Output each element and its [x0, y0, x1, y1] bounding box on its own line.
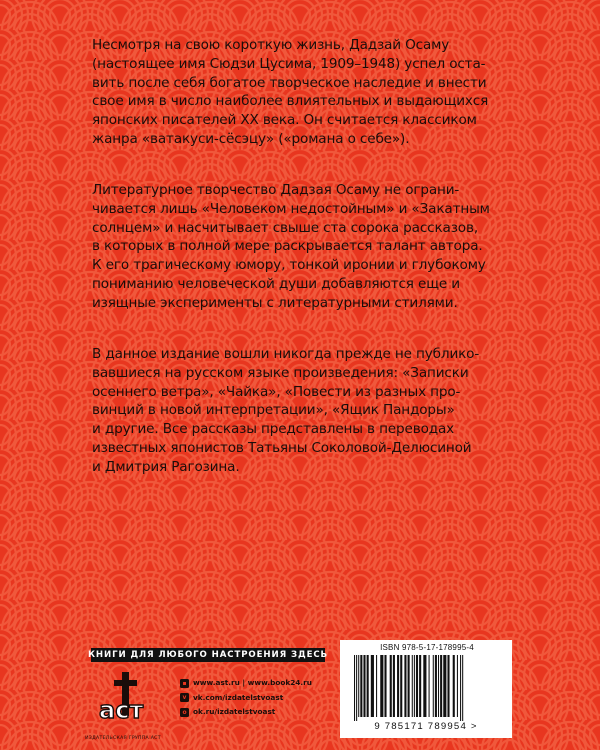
paragraph-text: Несмотря на свою короткую жизнь, Дадзай Осаму (настоящее имя Сюдзи Цусима, 1909–1948) успел оста- вить после себя богатое творческое наследие и внести свое имя в число наиболее влиятельных и выдающихся японских писателей XX века. Он считается классиком жанра «ватакуси-сёсэцу» («романа о себе»). [92, 37, 489, 147]
isbn-barcode-box [340, 640, 512, 738]
barcode-bar [429, 655, 430, 717]
logo-text: аст [99, 696, 144, 724]
slogan-text: КНИГИ ДЛЯ ЛЮБОГО НАСТРОЕНИЯ ЗДЕСЬ [88, 650, 328, 660]
barcode-bar [390, 655, 392, 717]
paragraph-text: Литературное творчество Дадзая Осаму не ограни- чивается лишь «Человеком недостойным» и «Закатным солнцем» и насчитывает свыше ста сорока рассказов, в которых в полной мере раскрывается талант автора. К его трагическому юмору, тонкой иронии и глубокому пониманию человеческой души добавляются еще и изящные эксперименты с литературными стилями. [92, 182, 490, 311]
barcode-bar [356, 655, 357, 721]
publisher-caption: ИЗДАТЕЛЬСКАЯ ГРУППА АСТ [85, 736, 161, 741]
barcode-bar [453, 655, 455, 717]
barcode-bar [380, 655, 383, 717]
slogan-banner [88, 648, 328, 662]
barcode-bar [462, 655, 463, 721]
vk-icon: v [180, 693, 189, 702]
barcode-bar [367, 655, 369, 717]
publisher-logo [91, 668, 155, 730]
barcode-bar [457, 655, 458, 717]
barcode-bar [384, 655, 386, 717]
barcode-digits: 9 785171 789954 > [374, 721, 478, 732]
publisher-links [180, 676, 330, 720]
barcode-bar [393, 655, 395, 717]
barcode-bar [414, 655, 415, 717]
link-web-text[interactable]: www.ast.ru | www.book24.ru [193, 678, 312, 687]
barcode-bar [360, 655, 362, 717]
barcode-bar [358, 655, 359, 717]
barcode-bar [447, 655, 449, 717]
barcode-bar [376, 655, 377, 717]
barcode-bar [416, 655, 418, 717]
barcode-bar [435, 655, 437, 717]
link-ok-text[interactable]: ok.ru/izdatelstvoast [193, 707, 276, 716]
paragraph-text: В данное издание вошли никогда прежде не публико- вавшиеся на русском языке произведения: «Записки осеннего ветра», «Чайка», «Повести из разных про- винций в новой интерпретации», «Ящик Пандоры» и другие. Все рассказы представлены в переводах известных японистов Татьяны Соколовой-Делюсиной и Дмитрия Рагозина. [92, 346, 480, 475]
barcode-bar [408, 655, 410, 717]
barcode-bar [354, 655, 355, 721]
barcode-bar [412, 655, 413, 717]
barcode-bar [371, 655, 374, 717]
ok-icon: o [180, 708, 189, 717]
barcode-bar [404, 655, 406, 717]
link-vk-text[interactable]: vk.com/izdatelstvoast [193, 692, 284, 702]
barcode-bar [433, 655, 434, 717]
link-vk[interactable] [180, 691, 330, 706]
barcode-bar [460, 655, 461, 721]
description-paragraph-2 [92, 181, 512, 313]
description-paragraph-1 [92, 36, 512, 149]
description-paragraph-3 [92, 345, 512, 477]
barcode-bar [397, 655, 399, 717]
barcode-bar [363, 655, 365, 717]
barcode-bar [400, 655, 402, 717]
barcode [348, 655, 508, 721]
isbn-label: ISBN 978-5-17-178995-4 [380, 643, 474, 652]
barcode-bar [438, 655, 439, 717]
link-web[interactable] [180, 676, 330, 691]
barcode-bar [419, 655, 421, 717]
web-icon: ▪ [180, 679, 189, 688]
barcode-bar [423, 655, 426, 717]
barcode-bar [443, 655, 446, 717]
link-ok[interactable] [180, 705, 330, 720]
barcode-bar [440, 655, 442, 717]
